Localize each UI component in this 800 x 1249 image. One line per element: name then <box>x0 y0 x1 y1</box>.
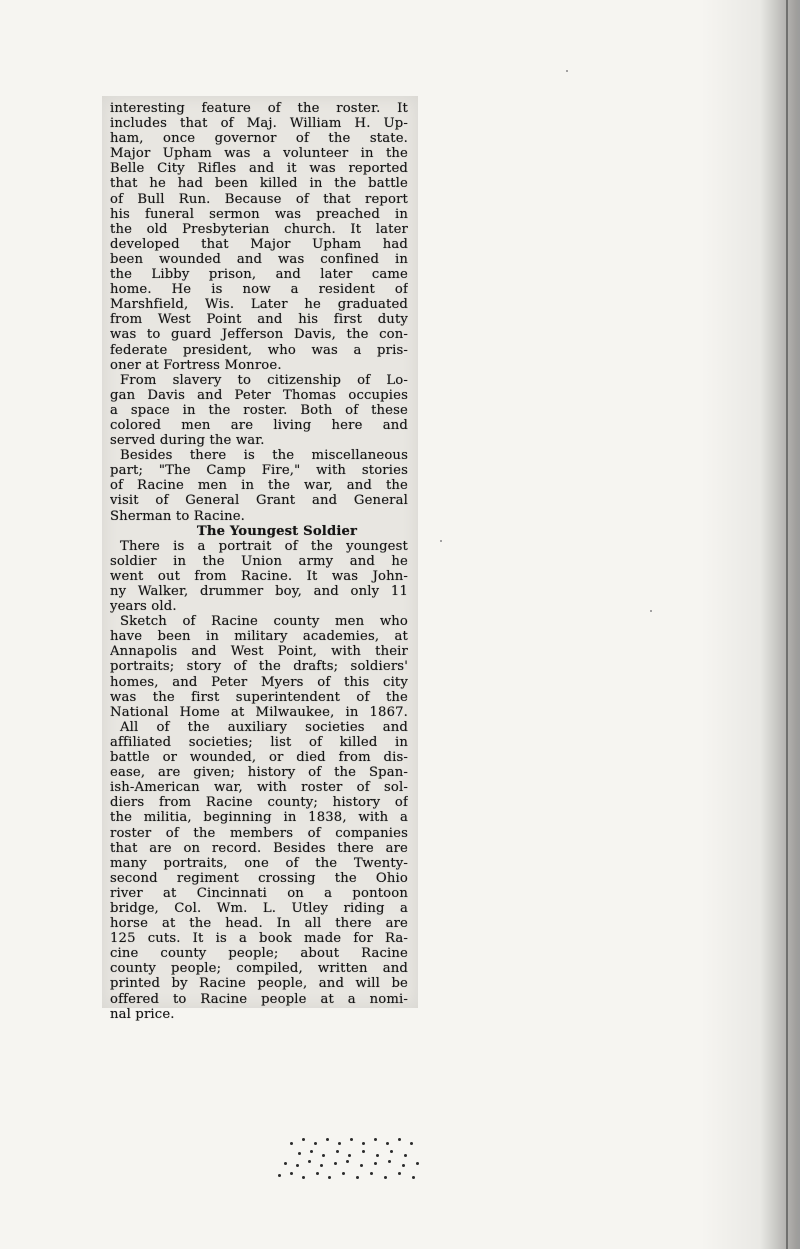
article-line: nal price. <box>110 1006 175 1022</box>
article-line: part; "The Camp Fire," with stories <box>110 463 408 479</box>
article-line: interesting feature of the roster. It <box>110 101 408 116</box>
article-line: ease, are given; history of the Span- <box>110 765 408 781</box>
perforation-dot <box>328 1176 331 1179</box>
article-line: a space in the roster. Both of these <box>110 402 408 418</box>
paper-speck <box>650 610 652 612</box>
perforation-dot <box>360 1164 363 1167</box>
perforation-dot <box>284 1162 287 1165</box>
article-line: Major Upham was a volunteer in the <box>110 146 408 162</box>
page-edge-shadow <box>700 0 800 1249</box>
article-line: Besides there is the miscellaneous <box>120 448 408 464</box>
article-line: cine county people; about Racine <box>110 946 408 962</box>
perforation-dot <box>390 1150 393 1153</box>
article-line: served during the war. <box>110 433 265 449</box>
article-line: From slavery to citizenship of Lo- <box>120 372 408 388</box>
perforation-dot <box>308 1160 311 1163</box>
perforation-stamp <box>270 1134 430 1180</box>
article-line: ham, once governor of the state. <box>110 131 408 147</box>
article-line: portraits; story of the drafts; soldiers' <box>110 659 408 675</box>
article-line: of Racine men in the war, and the <box>110 478 408 494</box>
article-line: offered to Racine people at a nomi- <box>110 991 408 1007</box>
perforation-dot <box>386 1142 389 1145</box>
article-line: colored men are living here and <box>110 417 408 433</box>
perforation-dot <box>290 1142 293 1145</box>
perforation-dot <box>310 1150 313 1153</box>
article-line: river at Cincinnati on a pontoon <box>110 885 408 901</box>
article-line: battle or wounded, or died from dis- <box>110 750 408 766</box>
perforation-dot <box>374 1162 377 1165</box>
section-heading: The Youngest Soldier <box>196 523 358 539</box>
article-line: horse at the head. In all there are <box>110 916 408 932</box>
article-line: the Libby prison, and later came <box>110 267 408 283</box>
article-line: diers from Racine county; history of <box>110 795 408 811</box>
article-line: have been in military academies, at <box>110 629 408 645</box>
perforation-dot <box>342 1172 345 1175</box>
perforation-dot <box>314 1142 317 1145</box>
perforation-dot <box>336 1150 339 1153</box>
article-line: All of the auxiliary societies and <box>120 719 408 735</box>
perforation-dot <box>412 1176 415 1179</box>
perforation-dot <box>388 1160 391 1163</box>
paper-speck <box>440 540 442 542</box>
perforation-dot <box>298 1152 301 1155</box>
perforation-dot <box>346 1160 349 1163</box>
article-line: from West Point and his first duty <box>110 312 408 328</box>
article-line: that he had been killed in the battle <box>110 176 408 192</box>
article-line: homes, and Peter Myers of this city <box>110 674 408 690</box>
article-line: home. He is now a resident of <box>110 282 408 298</box>
perforation-dot <box>416 1162 419 1165</box>
perforation-dot <box>320 1164 323 1167</box>
perforation-dot <box>348 1154 351 1157</box>
perforation-dot <box>302 1176 305 1179</box>
article-line: gan Davis and Peter Thomas occupies <box>110 387 408 403</box>
perforation-dot <box>362 1142 365 1145</box>
article-line: years old. <box>110 599 177 615</box>
article-line: ish-American war, with roster of sol- <box>110 780 408 796</box>
article-line: oner at Fortress Monroe. <box>110 357 282 373</box>
article-line: roster of the members of companies <box>110 825 408 841</box>
article-line: 125 cuts. It is a book made for Ra- <box>110 931 408 947</box>
perforation-dot <box>338 1142 341 1145</box>
perforation-dot <box>302 1138 305 1141</box>
article-line: printed by Racine people, and will be <box>110 976 408 992</box>
perforation-dot <box>350 1138 353 1141</box>
perforation-dot <box>410 1142 413 1145</box>
article-line: developed that Major Upham had <box>110 236 408 252</box>
article-line: Annapolis and West Point, with their <box>110 644 408 660</box>
perforation-dot <box>398 1172 401 1175</box>
perforation-dot <box>362 1150 365 1153</box>
article-line: his funeral sermon was preached in <box>110 206 408 222</box>
perforation-dot <box>384 1176 387 1179</box>
paper-speck <box>566 70 568 72</box>
article-line: that are on record. Besides there are <box>110 840 408 856</box>
article-line: visit of General Grant and General <box>110 493 408 509</box>
page-edge-line <box>786 0 788 1249</box>
article-line: went out from Racine. It was John- <box>110 568 408 584</box>
perforation-dot <box>290 1172 293 1175</box>
perforation-dot <box>398 1138 401 1141</box>
perforation-dot <box>316 1172 319 1175</box>
perforation-dot <box>322 1154 325 1157</box>
article-line: includes that of Maj. William H. Up- <box>110 116 408 132</box>
perforation-dot <box>326 1138 329 1141</box>
article-line: National Home at Milwaukee, in 1867. <box>110 704 408 720</box>
newspaper-clipping <box>102 96 418 1022</box>
perforation-dot <box>356 1176 359 1179</box>
article-line: There is a portrait of the youngest <box>120 538 408 554</box>
perforation-dot <box>296 1164 299 1167</box>
article-line: federate president, who was a pris- <box>110 342 408 358</box>
article-line: Marshfield, Wis. Later he graduated <box>110 297 408 313</box>
perforation-dot <box>374 1138 377 1141</box>
article-line: the militia, beginning in 1838, with a <box>110 810 408 826</box>
article-text <box>110 101 408 1022</box>
article-line: ny Walker, drummer boy, and only 11 <box>110 584 408 599</box>
perforation-dot <box>376 1154 379 1157</box>
article-line: affiliated societies; list of killed in <box>110 734 408 750</box>
article-line: county people; compiled, written and <box>110 961 408 977</box>
article-line: Sketch of Racine county men who <box>120 614 408 630</box>
article-line: was to guard Jefferson Davis, the con- <box>110 327 408 343</box>
perforation-dot <box>402 1164 405 1167</box>
article-line: many portraits, one of the Twenty- <box>110 855 408 871</box>
article-line: Sherman to Racine. <box>110 508 246 524</box>
article-line: soldier in the Union army and he <box>110 553 408 569</box>
perforation-dot <box>370 1172 373 1175</box>
article-line: second regiment crossing the Ohio <box>110 870 408 886</box>
perforation-dot <box>404 1154 407 1157</box>
article-line: been wounded and was confined in <box>110 251 408 267</box>
article-line: bridge, Col. Wm. L. Utley riding a <box>110 900 408 916</box>
article-line: was the first superintendent of the <box>110 689 408 705</box>
article-line: the old Presbyterian church. It later <box>110 221 408 237</box>
perforation-dot <box>334 1162 337 1165</box>
article-line: of Bull Run. Because of that report <box>110 191 408 207</box>
article-line: Belle City Rifles and it was reported <box>110 161 408 177</box>
perforation-dot <box>278 1174 281 1177</box>
